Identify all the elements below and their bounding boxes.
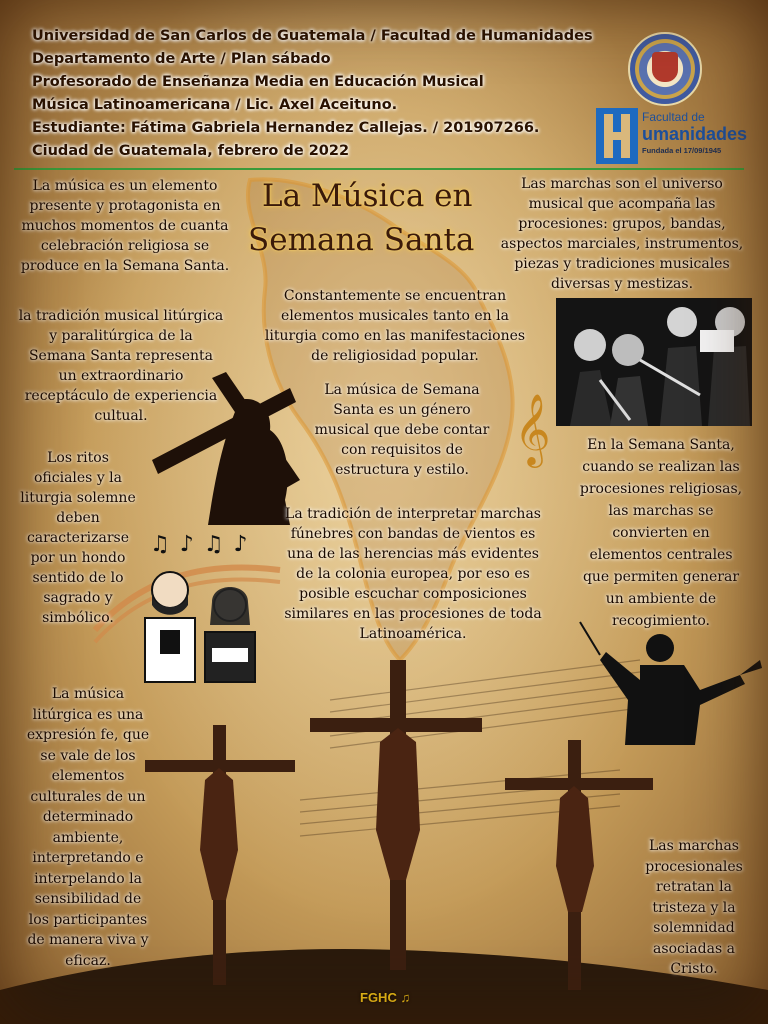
- header-line: Universidad de San Carlos de Guatemala / Facultad de Humanidades: [32, 28, 593, 44]
- text-block-6: La música de Semana Santa es un género musical que debe contar con requisitos de estructura y estilo.: [314, 382, 490, 478]
- humanidades-logo: [596, 106, 746, 166]
- band-photo: [556, 298, 752, 426]
- university-seal: [628, 32, 702, 106]
- crosses: [145, 660, 653, 990]
- text-block-9: En la Semana Santa, cuando se realizan las procesiones religiosas, las marchas se convierten en elementos centrales que permiten generar un ambiente de recogimiento.: [579, 437, 743, 629]
- page-title: Semana Santa: [248, 222, 475, 258]
- divider: [14, 168, 744, 170]
- footer-signature: FGHC ♫: [360, 990, 411, 1005]
- h-logo-icon: [596, 108, 638, 164]
- header-line: Profesorado de Enseñanza Media en Educación Musical: [32, 74, 484, 90]
- logo-text: umanidades: [642, 124, 748, 144]
- header-line: Estudiante: Fátima Gabriela Hernandez Callejas. / 201907266.: [32, 120, 540, 136]
- text-block-1: La música es un elemento presente y protagonista en muchos momentos de cuanta celebración religiosa se produce en la Semana Santa.: [20, 178, 230, 274]
- text-block-3: Los ritos oficiales y la liturgia solemne deben caracterizarse por un hondo sentido de lo sagrado y simbólico.: [20, 450, 136, 626]
- text-block-4: La música litúrgica es una expresión fe, que se vale de los elementos culturales de un determinado ambiente, interpretando e interpelando la sensibilidad de los participantes de manera viva y eficaz.: [26, 686, 150, 969]
- conductor: [580, 622, 762, 745]
- treble-clef-icon: 𝄞: [514, 392, 551, 465]
- music-notes-icon: ♫♪♫♪: [150, 532, 258, 557]
- header-line: Ciudad de Guatemala, febrero de 2022: [32, 143, 350, 159]
- text-block-10: Las marchas procesionales retratan la tristeza y la solemnidad asociadas a Cristo.: [645, 838, 743, 977]
- text-block-2: la tradición musical litúrgica y paralitúrgica de la Semana Santa representa un extraordinario receptáculo de experiencia cultual.: [18, 308, 224, 424]
- header-line: Música Latinoamericana / Lic. Axel Aceituno.: [32, 97, 398, 113]
- text-block-5: Constantemente se encuentran elementos musicales tanto en la liturgia como en las manifestaciones de religiosidad popular.: [264, 288, 526, 364]
- header-line: Departamento de Arte / Plan sábado: [32, 51, 331, 67]
- logo-text: Fundada el 17/09/1945: [642, 146, 722, 155]
- logo-text: Facultad de: [642, 110, 705, 124]
- text-block-8: Las marchas son el universo musical que acompaña las procesiones: grupos, bandas, aspectos marciales, instrumentos, piezas y tradiciones musicales diversas y mestizas.: [500, 176, 744, 292]
- page-title: La Música en: [262, 178, 473, 214]
- text-block-7: La tradición de interpretar marchas fúnebres con bandas de vientos es una de las herencias más evidentes de la colonia europea, por eso es posible escuchar composiciones similares en las procesiones de toda Latinoamérica.: [284, 506, 542, 642]
